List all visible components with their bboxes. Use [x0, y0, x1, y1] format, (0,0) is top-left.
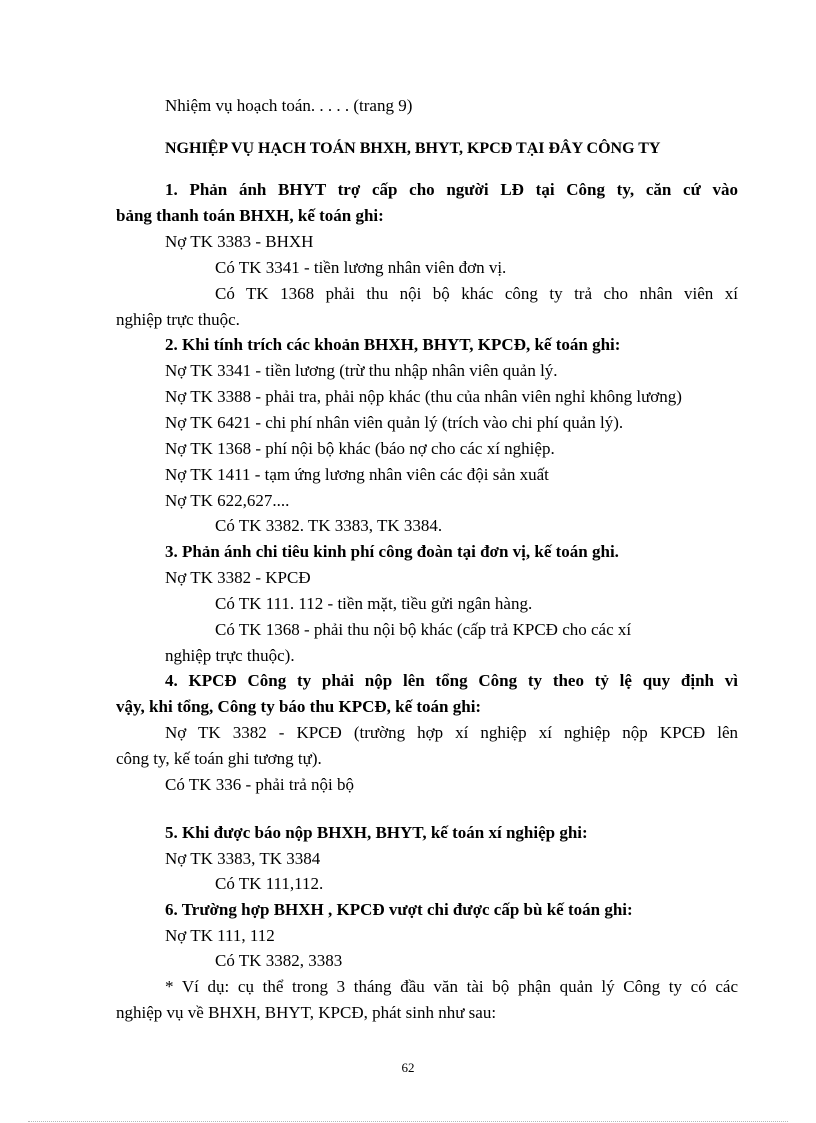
entry-credit: Có TK 111. 112 - tiền mặt, tiều gửi ngân hàng.: [215, 594, 533, 613]
item-3-heading: 3. Phản ánh chi tiêu kinh phí công đoàn tại đơn vị, kế toán ghi.: [165, 542, 619, 561]
text-line-task-reference: Nhiệm vụ hoạch toán. . . . . (trang 9): [165, 96, 413, 115]
item-1-heading-line-2: bảng thanh toán BHXH, kế toán ghi:: [116, 206, 384, 225]
entry-debit: Nợ TK 3341 - tiền lương (trừ thu nhập nhân viên quản lý.: [165, 361, 558, 380]
example-line-2: nghiệp vụ về BHXH, BHYT, KPCĐ, phát sinh như sau:: [116, 1003, 497, 1022]
item-2-heading: 2. Khi tính trích các khoản BHXH, BHYT, KPCĐ, kế toán ghi:: [165, 335, 621, 354]
entry-debit: Nợ TK 1368 - phí nội bộ khác (báo nợ cho các xí nghiệp.: [165, 439, 555, 458]
page-bottom-divider: [28, 1121, 788, 1122]
entry-credit-continued: nghiệp trực thuộc.: [116, 310, 240, 329]
entry-debit: Nợ TK 3382 - KPCĐ (trường hợp xí nghiệp xí nghiệp nộp KPCĐ lên: [165, 723, 738, 742]
entry-debit: Nợ TK 3383, TK 3384: [165, 849, 321, 868]
entry-debit: Nợ TK 1411 - tạm ứng lương nhân viên các đội sản xuất: [165, 465, 549, 484]
entry-credit: Có TK 336 - phải trả nội bộ: [165, 775, 355, 794]
entry-debit: Nợ TK 111, 112: [165, 926, 275, 945]
entry-credit: Có TK 3382. TK 3383, TK 3384.: [215, 516, 443, 535]
entry-debit: Nợ TK 3388 - phải tra, phải nộp khác (thu của nhân viên nghỉ không lương): [165, 387, 682, 406]
item-5-heading: 5. Khi được báo nộp BHXH, BHYT, kế toán xí nghiệp ghi:: [165, 823, 588, 842]
entry-credit-continued: nghiệp trực thuộc).: [165, 646, 295, 665]
item-4-heading-line-2: vậy, khi tổng, Công ty báo thu KPCĐ, kế toán ghi:: [116, 697, 482, 716]
example-line-1: * Ví dụ: cụ thể trong 3 tháng đầu văn tài bộ phận quản lý Công ty có các: [165, 977, 738, 996]
entry-debit-continued: công ty, kế toán ghi tương tự).: [116, 749, 322, 768]
entry-debit: Nợ TK 3382 - KPCĐ: [165, 568, 311, 587]
entry-debit: Nợ TK 622,627....: [165, 491, 290, 510]
item-4-heading-line-1: 4. KPCĐ Công ty phải nộp lên tổng Công ty theo tỷ lệ quy định vì: [165, 671, 738, 690]
entry-credit: Có TK 3341 - tiền lương nhân viên đơn vị.: [215, 258, 507, 277]
entry-credit: Có TK 3382, 3383: [215, 951, 343, 970]
section-heading: NGHIỆP VỤ HẠCH TOÁN BHXH, BHYT, KPCĐ TẠI ĐÂY CÔNG TY: [165, 140, 661, 157]
entry-debit: Nợ TK 3383 - BHXH: [165, 232, 314, 251]
item-6-heading: 6. Trường hợp BHXH , KPCĐ vượt chi được cấp bù kế toán ghi:: [165, 900, 633, 919]
entry-debit: Nợ TK 6421 - chi phí nhân viên quản lý (trích vào chi phí quản lý).: [165, 413, 624, 432]
entry-credit: Có TK 111,112.: [215, 874, 324, 893]
entry-credit: Có TK 1368 phải thu nội bộ khác công ty trả cho nhân viên xí: [215, 284, 738, 303]
page-number: 62: [401, 1060, 415, 1075]
item-1-heading-line-1: 1. Phản ánh BHYT trợ cấp cho người LĐ tại Công ty, căn cứ vào: [165, 180, 738, 199]
entry-credit: Có TK 1368 - phải thu nội bộ khác (cấp trả KPCĐ cho các xí: [215, 620, 632, 639]
